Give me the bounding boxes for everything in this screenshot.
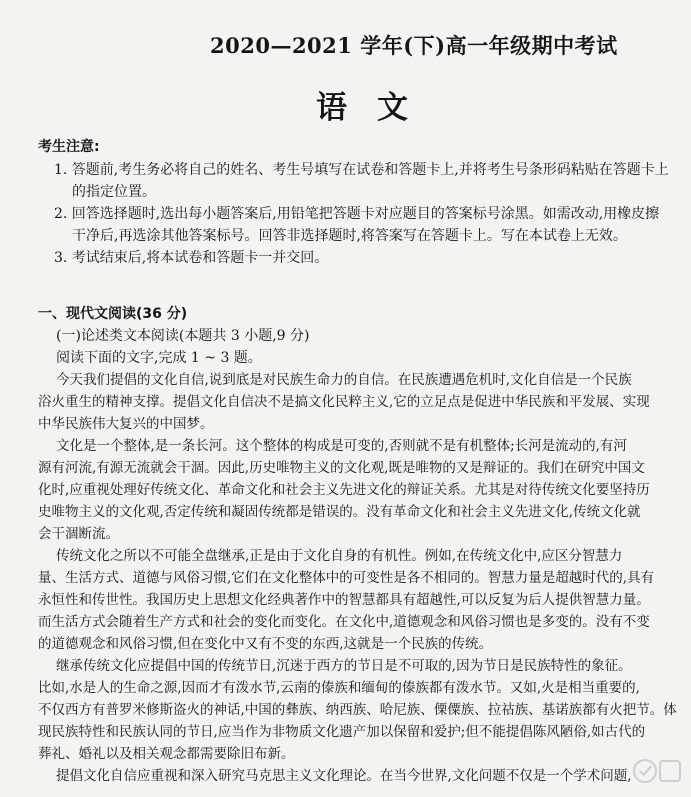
subject-title: 语文 [316,90,438,126]
passage-line: 永恒性和传世性。我国历史上思想文化经典著作中的智慧都具有超越性,可以反复为后人提供智慧力量。 [38,592,650,608]
passage-line: 量、生活方式、道德与风俗习惯,它们在文化整体中的可变性是各不相同的。智慧力量是超越时代的,具有 [38,570,655,586]
passage-line: 葬礼、婚礼以及相关观念都需要除旧布新。 [38,746,295,762]
passage-line: 化时,应重视处理好传统文化、革命文化和社会主义先进文化的辩证关系。尤其是对待传统文化要坚持历 [38,482,650,498]
notice-item-1: 1. 答题前,考生务必将自己的姓名、考生号填写在试卷和答题卡上,并将考生号条形码粘贴在答题卡上 [54,162,669,178]
passage-line: 浴火重生的精神支撑。提倡文化自信决不是搞文化民粹主义,它的立足点是促进中华民族和平发展、实现 [38,394,650,410]
passage-line: 而生活方式会随着生产方式和社会的变化而变化。在文化中,道德观念和风俗习惯也是多变的。没有不变 [38,614,650,630]
passage-line: 会干涸断流。 [38,526,119,542]
passage-line: 传统文化之所以不可能全盘继承,正是由于文化自身的有机性。例如,在传统文化中,应区分智慧力 [56,548,623,564]
section-subtitle: (一)论述类文本阅读(本题共 3 小题,9 分) [56,328,310,344]
passage-line: 提倡文化自信应重视和深入研究马克思主义文化理论。在当今世界,文化问题不仅是一个学术问题, [56,768,632,784]
passage-line: 比如,水是人的生命之源,因而才有泼水节,云南的傣族和缅甸的傣族都有泼水节。又如,火是相当重要的, [38,680,640,696]
notice-item-2: 2. 回答选择题时,选出每小题答案后,用铅笔把答题卡对应题目的答案标号涂黑。如需改动,用橡皮擦 [54,206,660,222]
passage-line: 史唯物主义的文化观,否定传统和凝固传统都是错误的。没有革命文化和社会主义先进文化,传统文化就 [38,504,641,520]
passage-line: 不仅西方有普罗米修斯盗火的神话,中国的彝族、纳西族、哈尼族、傈僳族、拉祜族、基诺族都有火把节。体 [38,702,677,718]
passage-line: 文化是一个整体,是一条长河。这个整体的构成是可变的,否则就不是有机整体;长河是流动的,有河 [56,438,627,454]
passage-line: 的道德观念和风俗习惯,但在变化中又有不变的东西,这就是一个民族的传统。 [38,636,493,652]
exam-title: 2020—2021 学年(下)高一年级期中考试 [210,33,618,58]
passage-line: 今天我们提倡的文化自信,说到底是对民族生命力的自信。在民族遭遇危机时,文化自信是一个民族 [56,372,632,388]
passage-line: 源有河流,有源无流就会干涸。因此,历史唯物主义的文化观,既是唯物的又是辩证的。我们在研究中国文 [38,460,645,476]
watermark-logo [631,751,685,791]
notice-item-2-cont: 干净后,再选涂其他答案标号。回答非选择题时,将答案写在答题卡上。写在本试卷上无效。 [72,228,627,244]
passage-line: 继承传统文化应提倡中国的传统节日,沉迷于西方的节日是不可取的,因为节日是民族特性的象征。 [56,658,632,674]
notice-item-3: 3. 考试结束后,将本试卷和答题卡一并交回。 [54,250,329,266]
section-instruction: 阅读下面的文字,完成 1 ~ 3 题。 [56,350,262,366]
notice-item-1-cont: 的指定位置。 [72,184,156,200]
passage-line: 现民族特性和民族认同的节日,应当作为非物质文化遗产加以保留和爱护;但不能提倡陈风陋俗,如古代的 [38,724,646,740]
section-title: 一、现代文阅读(36 分) [38,306,188,322]
notice-heading: 考生注意: [38,139,100,155]
passage-line: 中华民族伟大复兴的中国梦。 [38,416,214,432]
